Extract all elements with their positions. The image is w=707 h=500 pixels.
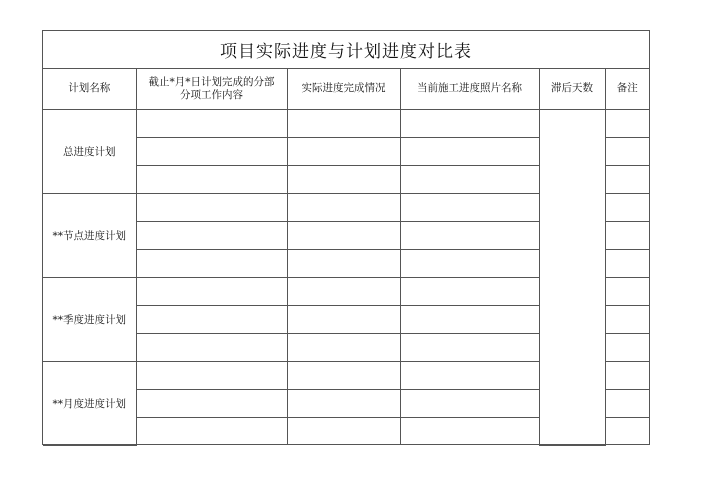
photo-name-cell[interactable]	[400, 333, 539, 361]
planned-content-cell[interactable]	[136, 277, 287, 305]
planned-content-header-line2: 分项工作内容	[180, 88, 243, 101]
column-header-delay-days: 滞后天数	[539, 69, 605, 109]
actual-progress-cell[interactable]	[287, 361, 400, 389]
planned-content-cell[interactable]	[136, 361, 287, 389]
planned-content-cell[interactable]	[136, 165, 287, 193]
remarks-cell[interactable]	[605, 221, 649, 249]
plan-name-cell: **季度进度计划	[43, 277, 136, 361]
column-header-photo-name: 当前施工进度照片名称	[400, 69, 539, 109]
remarks-cell[interactable]	[605, 193, 649, 221]
photo-name-cell[interactable]	[400, 221, 539, 249]
planned-content-cell[interactable]	[136, 333, 287, 361]
planned-content-header-line1: 截止*月*日计划完成的分部	[148, 75, 275, 88]
column-header-remarks: 备注	[605, 69, 649, 109]
planned-content-cell[interactable]	[136, 249, 287, 277]
photo-name-cell[interactable]	[400, 193, 539, 221]
planned-content-cell[interactable]	[136, 221, 287, 249]
table-header-row	[43, 69, 649, 109]
remarks-cell[interactable]	[605, 277, 649, 305]
remarks-cell[interactable]	[605, 165, 649, 193]
photo-name-cell[interactable]	[400, 137, 539, 165]
progress-comparison-sheet	[42, 30, 650, 445]
actual-progress-cell[interactable]	[287, 137, 400, 165]
photo-name-cell[interactable]	[400, 417, 539, 445]
actual-progress-cell[interactable]	[287, 389, 400, 417]
actual-progress-cell[interactable]	[287, 277, 400, 305]
actual-progress-cell[interactable]	[287, 193, 400, 221]
photo-name-cell[interactable]	[400, 165, 539, 193]
photo-name-cell[interactable]	[400, 305, 539, 333]
actual-progress-cell[interactable]	[287, 249, 400, 277]
column-header-actual-progress: 实际进度完成情况	[287, 69, 400, 109]
photo-name-cell[interactable]	[400, 109, 539, 137]
photo-name-cell[interactable]	[400, 249, 539, 277]
delay-days-cell[interactable]	[539, 109, 605, 445]
remarks-cell[interactable]	[605, 389, 649, 417]
remarks-cell[interactable]	[605, 249, 649, 277]
column-header-planned-content	[136, 69, 287, 109]
planned-content-cell[interactable]	[136, 109, 287, 137]
actual-progress-cell[interactable]	[287, 417, 400, 445]
planned-content-cell[interactable]	[136, 389, 287, 417]
remarks-cell[interactable]	[605, 305, 649, 333]
remarks-cell[interactable]	[605, 333, 649, 361]
remarks-cell[interactable]	[605, 417, 649, 445]
title-row	[43, 31, 649, 69]
actual-progress-cell[interactable]	[287, 165, 400, 193]
photo-name-cell[interactable]	[400, 277, 539, 305]
photo-name-cell[interactable]	[400, 389, 539, 417]
remarks-cell[interactable]	[605, 361, 649, 389]
progress-table	[43, 69, 649, 446]
plan-name-cell: **月度进度计划	[43, 361, 136, 445]
actual-progress-cell[interactable]	[287, 305, 400, 333]
planned-content-cell[interactable]	[136, 137, 287, 165]
remarks-cell[interactable]	[605, 109, 649, 137]
remarks-cell[interactable]	[605, 137, 649, 165]
planned-content-cell[interactable]	[136, 305, 287, 333]
page-title: 项目实际进度与计划进度对比表	[220, 42, 472, 62]
plan-name-cell: **节点进度计划	[43, 193, 136, 277]
planned-content-cell[interactable]	[136, 193, 287, 221]
table-row	[43, 109, 649, 137]
column-header-plan-name: 计划名称	[43, 69, 136, 109]
planned-content-cell[interactable]	[136, 417, 287, 445]
actual-progress-cell[interactable]	[287, 109, 400, 137]
plan-name-cell: 总进度计划	[43, 109, 136, 193]
actual-progress-cell[interactable]	[287, 221, 400, 249]
actual-progress-cell[interactable]	[287, 333, 400, 361]
photo-name-cell[interactable]	[400, 361, 539, 389]
